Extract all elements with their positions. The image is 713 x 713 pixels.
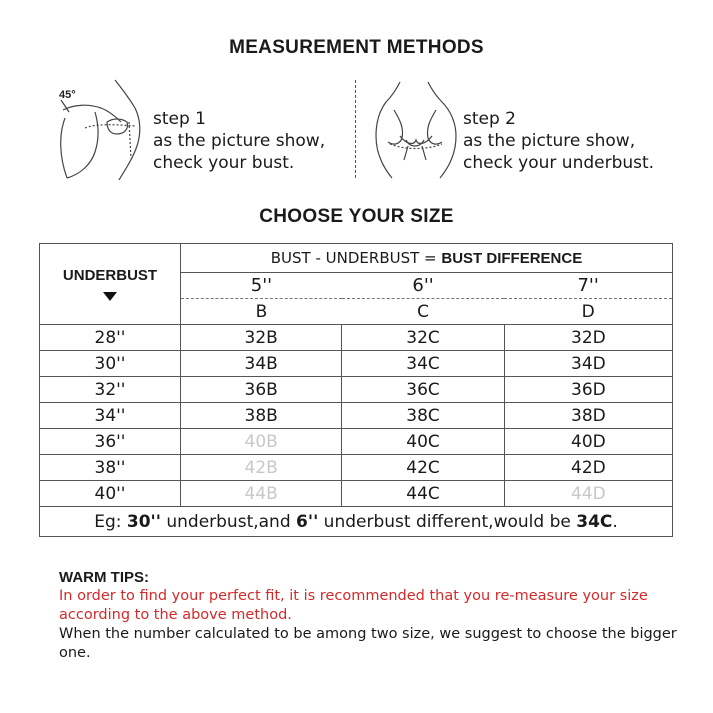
bust-difference-header	[181, 244, 673, 273]
size-cell: 32C	[342, 325, 504, 351]
step-divider	[355, 80, 356, 178]
underbust-header: UNDERBUST	[62, 267, 158, 284]
underbust-cell: 38''	[40, 455, 181, 481]
triangle-down-icon	[103, 292, 117, 301]
underbust-cell: 36''	[40, 429, 181, 455]
angle-label: 45°	[59, 89, 76, 101]
size-cell: 40D	[504, 429, 672, 455]
warm-tips-heading: WARM TIPS:	[59, 569, 149, 586]
underbust-cell: 32''	[40, 377, 181, 403]
size-cell: 38B	[181, 403, 342, 429]
table-row	[40, 325, 673, 351]
example-text: underbust different,would be	[318, 511, 577, 532]
step2-line1: as the picture show,	[463, 131, 636, 151]
step1-label: step 1	[153, 109, 206, 129]
step2-text	[463, 108, 654, 174]
diff-inches-5: 5''	[181, 273, 342, 299]
step1-text	[153, 108, 325, 174]
example-text: underbust,and	[160, 511, 297, 532]
diff-inches-6: 6''	[342, 273, 504, 299]
size-cell: 42C	[342, 455, 504, 481]
underbust-cell: 30''	[40, 351, 181, 377]
example-row	[40, 507, 673, 537]
size-cell: 32D	[504, 325, 672, 351]
step2-label: step 2	[463, 109, 516, 129]
example-text: .	[612, 511, 618, 532]
cup-b: B	[181, 299, 342, 325]
step1-line1: as the picture show,	[153, 131, 326, 151]
size-cell-unavailable: 44B	[181, 481, 342, 507]
underbust-header-cell	[40, 244, 181, 325]
size-chart-table	[39, 243, 673, 537]
choose-size-title: CHOOSE YOUR SIZE	[259, 206, 454, 227]
size-cell: 38D	[504, 403, 672, 429]
cup-d: D	[504, 299, 672, 325]
table-row	[40, 377, 673, 403]
diff-inches-7: 7''	[504, 273, 672, 299]
size-cell: 38C	[342, 403, 504, 429]
bust-measure-illustration	[55, 78, 150, 183]
warm-tips-bigger-size: When the number calculated to be among two size, we suggest to choose the bigger one.	[59, 626, 677, 661]
example-underbust: 30''	[126, 511, 161, 532]
size-cell: 34D	[504, 351, 672, 377]
cup-c: C	[342, 299, 504, 325]
warm-tips	[59, 568, 679, 663]
table-row	[40, 351, 673, 377]
size-cell: 42D	[504, 455, 672, 481]
size-cell: 36D	[504, 377, 672, 403]
bust-difference-label: BUST DIFFERENCE	[441, 250, 583, 267]
measurement-methods-title: MEASUREMENT METHODS	[229, 37, 484, 58]
size-cell-unavailable: 40B	[181, 429, 342, 455]
underbust-cell: 40''	[40, 481, 181, 507]
table-row	[40, 429, 673, 455]
table-row	[40, 455, 673, 481]
underbust-cell: 34''	[40, 403, 181, 429]
underbust-measure-illustration	[370, 80, 462, 180]
example-result: 34C	[576, 511, 613, 532]
size-cell: 36C	[342, 377, 504, 403]
bust-difference-formula: BUST - UNDERBUST =	[270, 249, 442, 267]
example-text: Eg:	[94, 511, 127, 532]
size-cell: 34C	[342, 351, 504, 377]
size-cell: 32B	[181, 325, 342, 351]
size-cell: 36B	[181, 377, 342, 403]
table-row	[40, 481, 673, 507]
size-cell: 44C	[342, 481, 504, 507]
underbust-cell: 28''	[40, 325, 181, 351]
example-difference: 6''	[296, 511, 319, 532]
size-cell-unavailable: 42B	[181, 455, 342, 481]
size-cell: 40C	[342, 429, 504, 455]
warm-tips-remeasure: In order to find your perfect fit, it is recommended that you re-measure your size according to the above method.	[59, 588, 648, 623]
table-row	[40, 403, 673, 429]
size-cell: 34B	[181, 351, 342, 377]
size-cell-unavailable: 44D	[504, 481, 672, 507]
step1-line2: check your bust.	[153, 153, 295, 173]
step2-line2: check your underbust.	[463, 153, 655, 173]
